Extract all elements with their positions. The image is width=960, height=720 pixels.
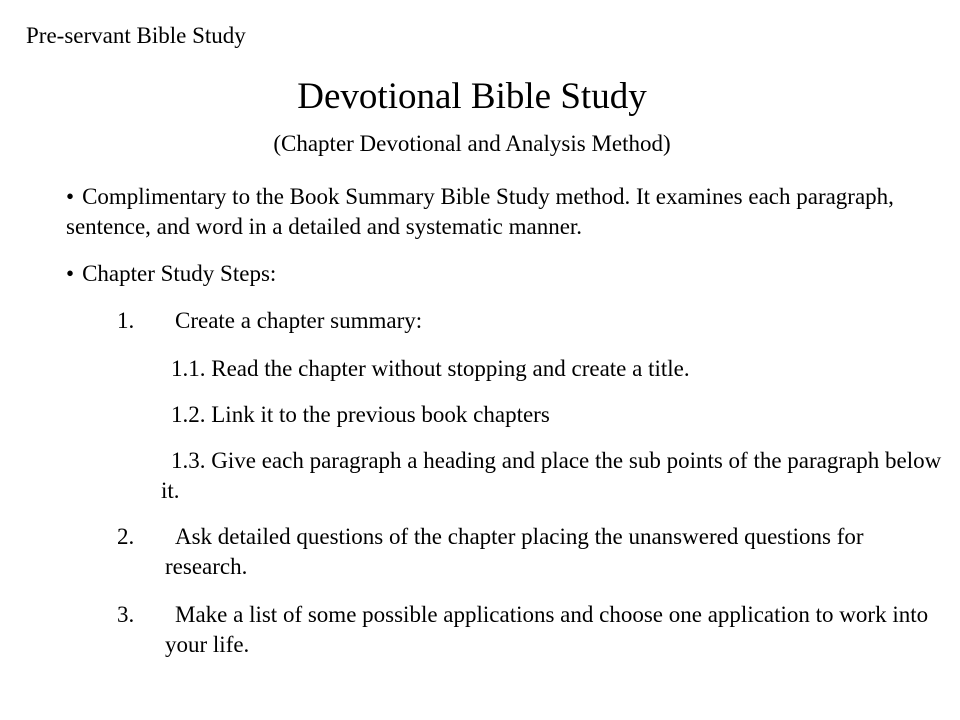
substep-item — [66, 400, 946, 430]
bullet-item — [66, 182, 946, 242]
bullet-item — [66, 259, 946, 289]
step-item — [66, 522, 946, 582]
page-title: Devotional Bible Study — [297, 76, 647, 117]
slide-content — [66, 182, 946, 678]
slide-header-label: Pre-servant Bible Study — [26, 23, 246, 48]
bullet-icon: • — [66, 184, 75, 209]
step-text: Ask detailed questions of the chapter placing the unanswered questions for research. — [165, 524, 864, 579]
step-number: 3. — [117, 602, 135, 627]
step-number: 1. — [117, 308, 135, 333]
bullet-icon: • — [66, 261, 75, 286]
substep-text: 1.3. Give each paragraph a heading and place the sub points of the paragraph below it. — [161, 448, 942, 503]
step-item — [66, 306, 946, 336]
substep-text: 1.2. Link it to the previous book chapters — [171, 402, 550, 427]
step-item — [66, 600, 946, 660]
substep-item — [66, 354, 946, 384]
bullet-text: Chapter Study Steps: — [82, 261, 277, 286]
substep-text: 1.1. Read the chapter without stopping and create a title. — [171, 356, 690, 381]
bullet-text: Complimentary to the Book Summary Bible Study method. It examines each paragraph, sentence, and word in a detailed and systematic manner. — [66, 184, 894, 239]
step-number: 2. — [117, 524, 135, 549]
step-text: Create a chapter summary: — [175, 308, 423, 333]
substep-item — [66, 446, 946, 506]
page-subtitle: (Chapter Devotional and Analysis Method) — [273, 131, 671, 156]
step-text: Make a list of some possible applications and choose one application to work into your life. — [165, 602, 929, 657]
